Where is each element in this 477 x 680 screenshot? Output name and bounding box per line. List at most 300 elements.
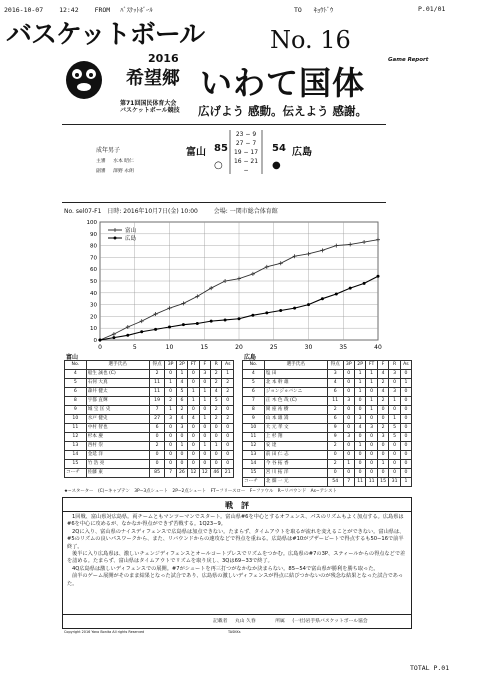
commentary-bottom-divider bbox=[63, 614, 411, 615]
table-cell: 正 木 色 哉 (C) bbox=[264, 397, 327, 406]
header-divider bbox=[62, 124, 386, 125]
x-tick-label: 15 bbox=[200, 344, 209, 351]
table-cell: 11 bbox=[327, 397, 343, 406]
umpire-line bbox=[96, 167, 134, 174]
table-cell: 0 bbox=[366, 388, 377, 397]
series-point-b bbox=[363, 282, 366, 285]
table-cell: 0 bbox=[188, 433, 199, 442]
y-tick-label: 40 bbox=[90, 290, 97, 297]
series-point-b bbox=[321, 297, 324, 300]
table-cell: 4 bbox=[176, 415, 187, 424]
fax-total: TOTAL P.01 bbox=[410, 664, 450, 672]
table-cell: 0 bbox=[354, 451, 365, 460]
series-point-a bbox=[307, 252, 311, 256]
quarter-4: 16 − 21 bbox=[233, 158, 259, 165]
quarter-3: 19 − 17 bbox=[233, 149, 259, 156]
table-header-cell: 得点 bbox=[149, 361, 165, 370]
meeting-line1: 第71回国民体育大会 bbox=[120, 100, 177, 107]
total-cell: 85 bbox=[149, 469, 165, 478]
table-cell: 金延 洋 bbox=[86, 451, 149, 460]
series-point-a bbox=[140, 319, 144, 323]
series-point-a bbox=[348, 242, 352, 246]
table-row bbox=[243, 442, 412, 451]
table-cell: 0 bbox=[327, 451, 343, 460]
table-cell: 1 bbox=[366, 397, 377, 406]
table-cell: 西村 崇 bbox=[86, 442, 149, 451]
table-header-cell: 2P bbox=[354, 361, 365, 370]
table-cell: 12 bbox=[243, 442, 265, 451]
x-tick-label: 40 bbox=[374, 344, 382, 351]
table-cell: 1 bbox=[343, 460, 354, 469]
table-cell: 0 bbox=[211, 451, 222, 460]
kibo-label: 希望郷 bbox=[126, 68, 180, 89]
table-cell: 0 bbox=[149, 433, 165, 442]
table-cell: 0 bbox=[149, 451, 165, 460]
table-cell: 0 bbox=[400, 370, 411, 379]
series-point-b bbox=[279, 309, 282, 312]
table-cell: 1 bbox=[176, 442, 187, 451]
table-cell: 今 谷 拓 香 bbox=[264, 460, 327, 469]
table-cell: 3 bbox=[366, 424, 377, 433]
table-cell: 塩 田 bbox=[264, 370, 327, 379]
table-row bbox=[243, 424, 412, 433]
table-cell: 0 bbox=[343, 442, 354, 451]
table-cell: 15 bbox=[65, 460, 87, 469]
y-tick-label: 50 bbox=[90, 279, 97, 285]
table-cell: 1 bbox=[354, 442, 365, 451]
table-cell: 0 bbox=[400, 388, 411, 397]
table-cell: 2 bbox=[377, 397, 388, 406]
table-cell: 4 bbox=[65, 370, 87, 379]
table-cell: 7 bbox=[149, 406, 165, 415]
umpire-label: 副審 bbox=[96, 169, 106, 174]
table-cell: 0 bbox=[222, 433, 234, 442]
table-cell: 0 bbox=[366, 469, 377, 478]
table-cell: 2 bbox=[149, 370, 165, 379]
x-tick-label: 35 bbox=[339, 344, 348, 351]
fax-to-label: TO bbox=[294, 6, 302, 14]
series-point-b bbox=[154, 328, 157, 331]
quarter-ot: − bbox=[243, 167, 249, 174]
coach-row bbox=[65, 469, 234, 478]
series-point-b bbox=[335, 292, 338, 295]
table-header-cell: R bbox=[211, 361, 222, 370]
table-cell: 0 bbox=[343, 370, 354, 379]
table-cell: 0 bbox=[176, 460, 187, 469]
series-point-b bbox=[168, 326, 171, 329]
table-cell: 0 bbox=[377, 442, 388, 451]
team-b-score: 54 bbox=[272, 143, 286, 154]
table-header-row bbox=[243, 361, 412, 370]
table-cell: 1 bbox=[366, 406, 377, 415]
series-point-a bbox=[195, 294, 199, 298]
fax-time: 12:42 bbox=[59, 6, 79, 14]
table-cell: 5 bbox=[211, 397, 222, 406]
table-cell: 2 bbox=[149, 442, 165, 451]
total-cell: 11 bbox=[354, 478, 365, 487]
table-cell: 0 bbox=[400, 397, 411, 406]
table-cell: 0 bbox=[377, 406, 388, 415]
table-cell: 1 bbox=[354, 388, 365, 397]
total-cell: 15 bbox=[377, 478, 388, 487]
table-cell: 6 bbox=[149, 424, 165, 433]
table-cell: 0 bbox=[389, 379, 400, 388]
table-cell: 2 bbox=[211, 406, 222, 415]
series-point-b bbox=[265, 311, 268, 314]
table-cell: 0 bbox=[354, 406, 365, 415]
table-cell: 0 bbox=[366, 442, 377, 451]
table-cell: 0 bbox=[165, 433, 176, 442]
box-score-a bbox=[64, 360, 234, 478]
table-row bbox=[65, 451, 234, 460]
table-row bbox=[243, 388, 412, 397]
coach-name: 北 畑 一 元 bbox=[264, 478, 327, 487]
table-cell: 3 bbox=[389, 388, 400, 397]
table-cell: 0 bbox=[400, 415, 411, 424]
table-cell: 0 bbox=[165, 460, 176, 469]
table-cell: 5 bbox=[65, 379, 87, 388]
fax-from: ﾊﾞｽｹｯﾄﾎﾞｰﾙ bbox=[120, 6, 153, 14]
y-tick-label: 90 bbox=[90, 231, 97, 238]
table-header-cell: FT bbox=[188, 361, 199, 370]
table-cell: 0 bbox=[199, 460, 210, 469]
table-cell: ジョンジョバンニ bbox=[264, 388, 327, 397]
table-cell: 2 bbox=[222, 379, 234, 388]
table-cell: 0 bbox=[188, 460, 199, 469]
table-cell: 大 元 孝 文 bbox=[264, 424, 327, 433]
legend-marker bbox=[113, 228, 117, 232]
series-point-b bbox=[238, 317, 241, 320]
table-cell: 船生 誠也 (C) bbox=[86, 370, 149, 379]
recorder-label: 記載者 bbox=[213, 619, 228, 624]
series-point-b bbox=[224, 318, 227, 321]
table-row bbox=[243, 415, 412, 424]
table-cell: 0 bbox=[343, 379, 354, 388]
table-cell: 0 bbox=[176, 451, 187, 460]
x-tick-label: 25 bbox=[269, 344, 278, 351]
info-divider bbox=[62, 202, 386, 203]
table-row bbox=[65, 379, 234, 388]
table-cell: 1 bbox=[366, 370, 377, 379]
total-cell: 31 bbox=[389, 478, 400, 487]
x-tick-label: 5 bbox=[132, 344, 137, 351]
table-cell: 0 bbox=[377, 469, 388, 478]
table-cell: 0 bbox=[188, 406, 199, 415]
table-cell: 2 bbox=[165, 397, 176, 406]
table-cell: 0 bbox=[211, 460, 222, 469]
umpire-name: 澤野 永朗 bbox=[113, 169, 134, 174]
table-cell: 0 bbox=[343, 451, 354, 460]
table-row bbox=[65, 370, 234, 379]
table-cell: 1 bbox=[377, 460, 388, 469]
series-point-a bbox=[362, 240, 366, 244]
table-header-cell: No. bbox=[243, 361, 265, 370]
table-cell: 0 bbox=[165, 370, 176, 379]
x-tick-label: 10 bbox=[165, 344, 174, 351]
series-point-b bbox=[293, 307, 296, 310]
table-cell: 0 bbox=[389, 460, 400, 469]
table-cell: 13 bbox=[65, 442, 87, 451]
table-cell: 4 bbox=[377, 388, 388, 397]
table-header-cell: As bbox=[222, 361, 234, 370]
table-cell: 11 bbox=[243, 433, 265, 442]
total-cell: 11 bbox=[366, 478, 377, 487]
table-cell: 3 bbox=[165, 415, 176, 424]
commentary-paragraph: 4Q広島県は激しいディフェンスでの展開。#7がシュートを再三打つがなかなか決まらない。85−54で富山県が勝利を勝ち取った。 bbox=[72, 565, 379, 572]
table-cell: 3 bbox=[343, 433, 354, 442]
series-point-b bbox=[210, 320, 213, 323]
handwritten-number: No. 16 bbox=[270, 26, 351, 54]
game-datetime: 日時: 2016年10月7日(金) 10:00 bbox=[107, 208, 198, 215]
table-cell: 上 杉 翔 bbox=[264, 433, 327, 442]
slogan: 広げよう 感動。伝えよう 感謝。 bbox=[198, 104, 368, 118]
table-cell: 0 bbox=[354, 397, 365, 406]
table-cell: 宇都 直輝 bbox=[86, 397, 149, 406]
coach-label: コーチ bbox=[243, 478, 265, 487]
legend-line: ★−スターター (C)−キャプテン 3P−3点シュート 2P−2点シュート FT−フリースロー F−ファウル R−リバウンド As−アシスト bbox=[64, 489, 337, 494]
table-cell: 城 宝 匡 史 bbox=[86, 406, 149, 415]
table-cell: 0 bbox=[188, 442, 199, 451]
table-cell: 2 bbox=[222, 415, 234, 424]
series-point-b bbox=[251, 314, 254, 317]
referee-line bbox=[96, 157, 134, 164]
y-tick-label: 70 bbox=[90, 255, 97, 262]
referee-label: 主審 bbox=[96, 159, 106, 164]
table-row bbox=[243, 370, 412, 379]
commentary-paragraph: 2Qに入り、富山県のナイスディフェンスで広島県は加点できない。たまらず、タイムアウトを取るが流れを変えることができない。富山県は、#5のリズムの良いパスワークから、また、リバウンドからの速攻などで得点を重ねる。広島県は#10がブザービートで得点するも50−16で前半終了。 bbox=[67, 528, 405, 550]
table-cell: 11 bbox=[149, 388, 165, 397]
table-cell: 0 bbox=[222, 424, 234, 433]
table-cell: 1 bbox=[389, 415, 400, 424]
total-cell: 26 bbox=[176, 469, 187, 478]
series-point-b bbox=[196, 322, 199, 325]
total-cell: 54 bbox=[327, 478, 343, 487]
table-cell: 1 bbox=[165, 406, 176, 415]
series-point-a bbox=[126, 325, 130, 329]
table-cell: 2 bbox=[327, 442, 343, 451]
commentary-paragraph: 1回戦、富山県対広島県。両チームともマンツーマンでスタート。富山県#6を中心とするオフェンス、パスのリズムもよく加点する。広島県は#6を中心に攻めるが、なかなか得点ができず苦戦する。1Q23−9。 bbox=[67, 514, 404, 528]
table-row bbox=[243, 469, 412, 478]
x-tick-label: 20 bbox=[235, 344, 243, 351]
team-a-name: 富山 bbox=[186, 147, 206, 158]
series-point-b bbox=[99, 339, 102, 342]
table-cell: 3 bbox=[199, 370, 210, 379]
series-point-a bbox=[181, 301, 185, 305]
table-cell: 0 bbox=[389, 469, 400, 478]
affiliation-name: (一社)岩手県バスケットボール協会 bbox=[292, 619, 368, 624]
footer-label: TASKKs bbox=[228, 630, 241, 634]
table-header-cell: As bbox=[400, 361, 411, 370]
box-a-team: 富山 bbox=[66, 354, 79, 361]
table-cell: 1 bbox=[188, 397, 199, 406]
table-cell: 0 bbox=[400, 433, 411, 442]
series-point-b bbox=[349, 287, 352, 290]
table-cell: 2 bbox=[222, 388, 234, 397]
table-cell: 2 bbox=[377, 424, 388, 433]
table-cell: 0 bbox=[366, 415, 377, 424]
table-row bbox=[65, 460, 234, 469]
table-cell: 6 bbox=[65, 388, 87, 397]
table-cell: 水戸 健史 bbox=[86, 415, 149, 424]
series-point-a bbox=[334, 244, 338, 248]
box-score-b bbox=[242, 360, 412, 487]
table-cell: 4 bbox=[188, 415, 199, 424]
table-cell: 竹 浩 亮 bbox=[86, 460, 149, 469]
table-cell: 宮 川 拓 洋 bbox=[264, 469, 327, 478]
table-row bbox=[243, 451, 412, 460]
table-cell: 3 bbox=[354, 415, 365, 424]
table-cell: 0 bbox=[366, 451, 377, 460]
referee-name: 水本 昭仁 bbox=[113, 159, 134, 164]
table-cell: 12 bbox=[65, 433, 87, 442]
quarter-box bbox=[229, 130, 263, 176]
table-cell: 1 bbox=[366, 379, 377, 388]
series-point-a bbox=[320, 248, 324, 252]
table-header-cell: F bbox=[199, 361, 210, 370]
x-tick-label: 0 bbox=[98, 344, 102, 351]
recorder-name: 丸山 久春 bbox=[234, 619, 256, 624]
table-cell: 2 bbox=[176, 406, 187, 415]
series-point-a bbox=[168, 306, 172, 310]
table-cell: 0 bbox=[354, 460, 365, 469]
series-point-a bbox=[251, 272, 255, 276]
table-cell: 0 bbox=[400, 424, 411, 433]
table-cell: 0 bbox=[149, 460, 165, 469]
table-cell: 1 bbox=[222, 370, 234, 379]
series-point-a bbox=[279, 261, 283, 265]
table-cell: 9 bbox=[327, 433, 343, 442]
total-cell: 7 bbox=[343, 478, 354, 487]
commentary-text bbox=[67, 514, 407, 588]
table-cell: 0 bbox=[188, 379, 199, 388]
table-cell: 0 bbox=[211, 433, 222, 442]
table-header-cell: 2P bbox=[176, 361, 187, 370]
series-point-a bbox=[154, 312, 158, 316]
table-cell: 2 bbox=[327, 406, 343, 415]
fax-to-value: ｷｮｳﾄﾞｳ bbox=[313, 6, 334, 14]
table-cell: 15 bbox=[243, 469, 265, 478]
table-header-cell: FT bbox=[366, 361, 377, 370]
total-cell: 21 bbox=[222, 469, 234, 478]
x-tick-label: 30 bbox=[304, 344, 313, 351]
game-info bbox=[64, 206, 278, 215]
table-row bbox=[243, 379, 412, 388]
table-cell: 0 bbox=[165, 424, 176, 433]
legend-label: 富山 bbox=[125, 228, 137, 234]
table-cell: 0 bbox=[400, 406, 411, 415]
table-cell: 2 bbox=[211, 370, 222, 379]
table-row bbox=[243, 433, 412, 442]
table-cell: 0 bbox=[199, 424, 210, 433]
table-cell: 5 bbox=[389, 424, 400, 433]
table-header-cell: 選手氏名 bbox=[86, 361, 149, 370]
y-tick-label: 100 bbox=[86, 220, 97, 226]
fax-to bbox=[294, 5, 333, 14]
table-cell: 10 bbox=[65, 415, 87, 424]
team-b-lose-mark: ● bbox=[272, 160, 281, 171]
series-point-a bbox=[209, 286, 213, 290]
table-header-cell: No. bbox=[65, 361, 87, 370]
table-cell: 6 bbox=[243, 388, 265, 397]
table-cell: 1 bbox=[176, 370, 187, 379]
table-cell: 14 bbox=[65, 451, 87, 460]
table-cell: 4 bbox=[327, 379, 343, 388]
table-cell: 6 bbox=[176, 397, 187, 406]
table-cell: 1 bbox=[188, 388, 199, 397]
series-point-b bbox=[307, 303, 310, 306]
table-row bbox=[65, 397, 234, 406]
table-cell: 0 bbox=[400, 460, 411, 469]
table-header-cell: R bbox=[389, 361, 400, 370]
commentary-title-divider bbox=[63, 511, 411, 512]
table-row bbox=[243, 460, 412, 469]
fax-header bbox=[4, 5, 153, 14]
table-cell: 0 bbox=[199, 451, 210, 460]
table-cell: 0 bbox=[354, 433, 365, 442]
table-cell: 0 bbox=[366, 433, 377, 442]
table-cell: 3 bbox=[389, 370, 400, 379]
team-a-win-mark: ○ bbox=[214, 160, 223, 171]
table-cell: 0 bbox=[199, 379, 210, 388]
table-cell: 森井 健太 bbox=[86, 388, 149, 397]
table-cell: 岡 座 祐 樹 bbox=[264, 406, 327, 415]
meeting-line2: バスケットボール競技 bbox=[120, 107, 180, 114]
table-cell: 19 bbox=[149, 397, 165, 406]
series-point-b bbox=[112, 336, 115, 339]
table-cell: 0 bbox=[343, 469, 354, 478]
year-label: 2016 bbox=[148, 52, 179, 65]
table-cell: 7 bbox=[243, 397, 265, 406]
table-row bbox=[243, 406, 412, 415]
copyright: Copyright 2016 Yano Bonita All rights Reserved bbox=[64, 630, 145, 634]
table-cell: 0 bbox=[400, 451, 411, 460]
table-cell: 安 達 bbox=[264, 442, 327, 451]
affiliation-label: 所属 bbox=[275, 619, 285, 624]
table-cell: 0 bbox=[354, 469, 365, 478]
table-cell: 1 bbox=[400, 379, 411, 388]
category: 成年男子 bbox=[96, 147, 121, 154]
table-row bbox=[65, 433, 234, 442]
quarter-2: 27 − 7 bbox=[235, 140, 257, 147]
table-cell: 石何 大真 bbox=[86, 379, 149, 388]
table-cell: 0 bbox=[222, 397, 234, 406]
table-cell: 0 bbox=[377, 415, 388, 424]
table-cell: 0 bbox=[222, 406, 234, 415]
table-cell: 0 bbox=[188, 370, 199, 379]
table-cell: 0 bbox=[389, 442, 400, 451]
table-cell: 0 bbox=[343, 415, 354, 424]
commentary-paragraph: 後半に入り広島県は、激しいチェンジディフェンスとオールコートプレスでリズムをつかむ。広島県の#7の3P、スティールからの得点などで差を詰める。たまらず、富山県はタイムアウトでリズムを取り戻し、3Qは69−33で終了。 bbox=[67, 551, 406, 565]
game-report-label: Game Report bbox=[388, 57, 429, 63]
table-cell: 2 bbox=[211, 415, 222, 424]
table-cell: 1 bbox=[199, 397, 210, 406]
table-cell: 0 bbox=[343, 388, 354, 397]
commentary-box bbox=[62, 497, 412, 629]
table-cell: 0 bbox=[400, 442, 411, 451]
legend-marker bbox=[114, 237, 117, 240]
table-cell: 4 bbox=[377, 370, 388, 379]
table-header-cell: 得点 bbox=[327, 361, 343, 370]
basketball-title: バスケットボール bbox=[6, 20, 205, 50]
table-cell: 1 bbox=[354, 379, 365, 388]
y-tick-label: 80 bbox=[90, 243, 97, 250]
table-cell: 8 bbox=[243, 406, 265, 415]
table-cell: 0 bbox=[222, 442, 234, 451]
table-cell: 9 bbox=[243, 415, 265, 424]
y-tick-label: 60 bbox=[90, 267, 97, 274]
table-cell: 0 bbox=[389, 406, 400, 415]
table-cell: 5 bbox=[243, 379, 265, 388]
